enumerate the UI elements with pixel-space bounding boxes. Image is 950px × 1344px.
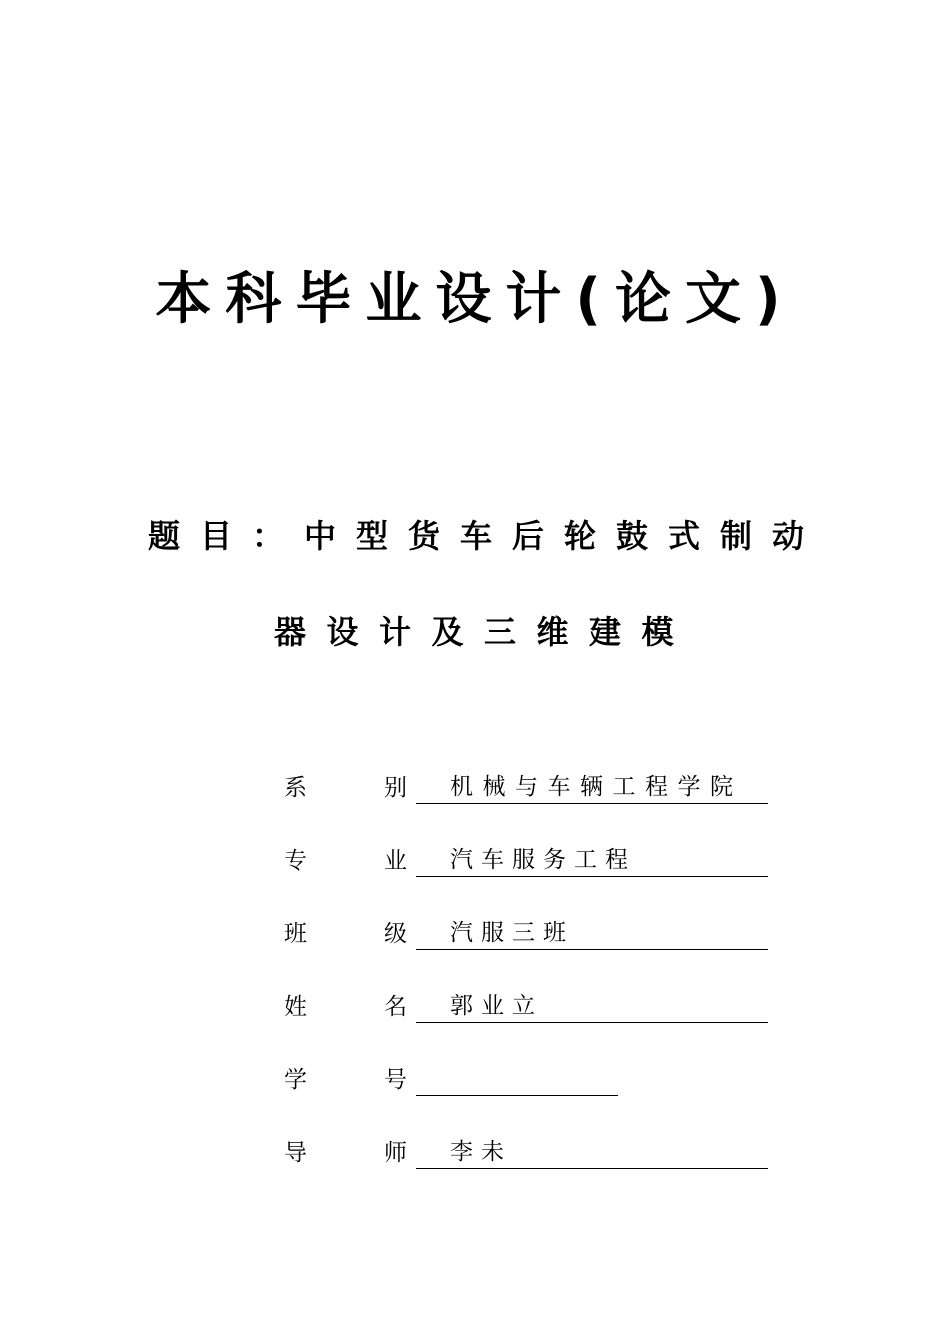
field-value-class: 汽服三班	[416, 918, 768, 950]
field-label-char-2: 业	[384, 848, 407, 874]
field-value-major: 汽车服务工程	[416, 845, 768, 877]
field-value-advisor: 李未	[416, 1137, 768, 1169]
field-value-department: 机械与车辆工程学院	[416, 772, 768, 804]
field-value-student-id	[416, 1064, 618, 1096]
field-label-char-2: 级	[384, 921, 407, 947]
field-label-char-1: 系	[284, 775, 307, 801]
field-label-char-1: 导	[284, 1140, 307, 1166]
field-label-char-2: 号	[384, 1067, 407, 1093]
field-label-char-2: 名	[384, 994, 407, 1020]
thesis-topic-line-1: 题目：中型货车后轮鼓式制动	[148, 517, 825, 555]
field-label-char-2: 师	[384, 1140, 407, 1166]
document-title: 本科毕业设计(论文)	[155, 267, 795, 332]
field-label-char-1: 姓	[284, 994, 307, 1020]
field-label-char-1: 专	[284, 848, 307, 874]
field-label-char-1: 班	[284, 921, 307, 947]
field-label-char-2: 别	[384, 775, 407, 801]
field-label-char-1: 学	[284, 1067, 307, 1093]
field-value-name: 郭业立	[416, 991, 768, 1023]
thesis-topic-line-2: 器设计及三维建模	[274, 613, 695, 651]
